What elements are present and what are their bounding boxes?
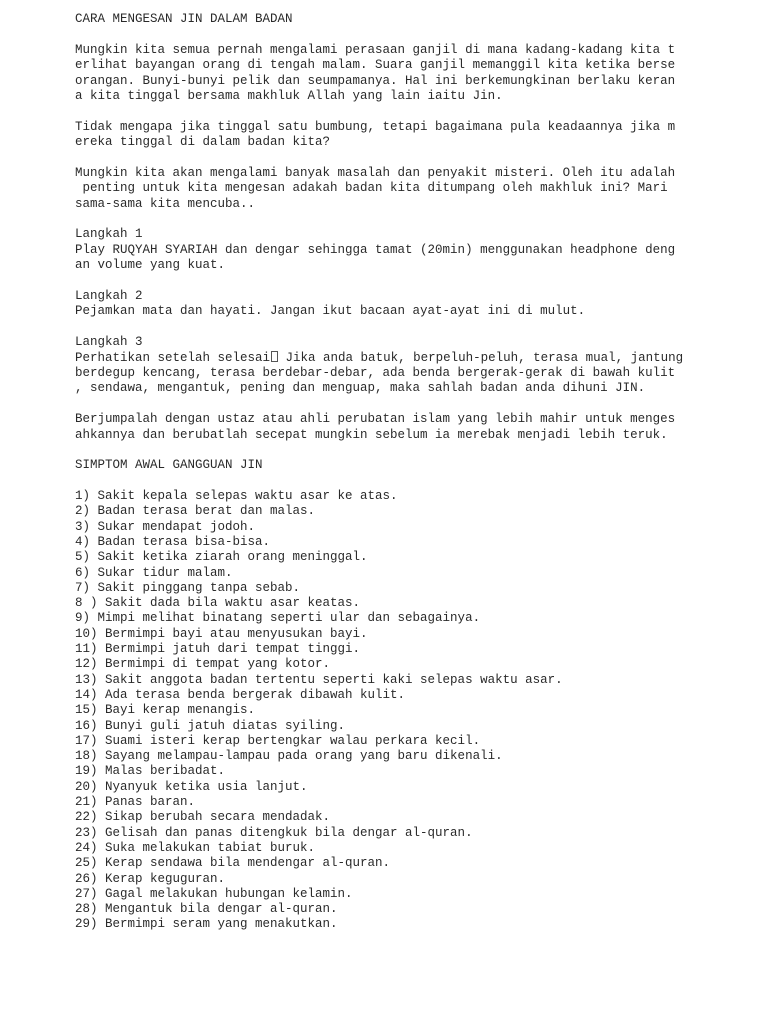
text-line: Berjumpalah dengan ustaz atau ahli perubatan islam yang lebih mahir untuk menges [75,412,676,427]
spacer [75,397,695,412]
text-line: Play RUQYAH SYARIAH dan dengar sehingga tamat (20min) menggunakan headphone deng [75,242,676,257]
text-line: erlihat bayangan orang di tengah malam. Suara ganjil memanggil kita ketika berse [75,58,676,73]
spacer [75,320,695,335]
list-item: 8 ) Sakit dada bila waktu asar keatas. [75,596,361,611]
intro-paragraph-3 [75,166,695,212]
list-item: 20) Nyanyuk ketika usia lanjut. [75,779,308,794]
text-line: penting untuk kita mengesan adakah badan kita ditumpang oleh makhluk ini? Mari [75,181,668,196]
step-heading: Langkah 1 [75,227,143,242]
list-item: 5) Sakit ketika ziarah orang meninggal. [75,550,368,565]
section-heading: SIMPTOM AWAL GANGGUAN JIN [75,458,263,473]
spacer [75,151,695,166]
list-item: 26) Kerap keguguran. [75,871,226,886]
spacer [75,27,695,42]
intro-paragraph-1 [75,43,695,105]
list-item: 12) Bermimpi di tempat yang kotor. [75,657,331,672]
step-1 [75,227,695,273]
list-item: 4) Badan terasa bisa-bisa. [75,535,271,549]
step-3 [75,335,695,397]
text-line: Tidak mengapa jika tinggal satu bumbung, tetapi bagaimana pula keadaannya jika m [75,119,676,134]
list-item: 22) Sikap berubah secara mendadak. [75,810,331,825]
text-line: berdegup kencang, terasa berdebar-debar, ada benda bergerak-gerak di bawah kulit [75,365,676,380]
document-page [75,12,695,933]
list-item: 21) Panas baran. [75,795,196,810]
list-item: 11) Bermimpi jatuh dari tempat tinggi. [75,642,361,657]
text-segment: Perhatikan setelah selesai [75,350,271,365]
text-line: Mungkin kita semua pernah mengalami perasaan ganjil di mana kadang-kadang kita t [75,42,676,57]
list-item: 14) Ada terasa benda bergerak dibawah kulit. [75,687,406,702]
list-item: 7) Sakit pinggang tanpa sebab. [75,580,301,595]
text-line: sama-sama kita mencuba.. [75,196,256,211]
missing-glyph-icon [271,351,278,362]
list-item: 6) Sukar tidur malam. [75,565,233,580]
list-item: 25) Kerap sendawa bila mendengar al-quran. [75,856,391,871]
list-item: 24) Suka melakukan tabiat buruk. [75,840,316,855]
text-line: , sendawa, mengantuk, pening dan menguap, maka sahlah badan anda dihuni JIN. [75,381,646,396]
text-line: Pejamkan mata dan hayati. Jangan ikut bacaan ayat-ayat ini di mulut. [75,304,586,319]
text-line: ahkannya dan berubatlah secepat mungkin sebelum ia merebak menjadi lebih teruk. [75,427,668,442]
list-item: 13) Sakit anggota badan tertentu seperti kaki selepas waktu asar. [75,672,563,687]
list-item: 1) Sakit kepala selepas waktu asar ke atas. [75,489,398,504]
list-item: 29) Bermimpi seram yang menakutkan. [75,917,338,932]
step-2 [75,289,695,320]
spacer [75,104,695,119]
list-item: 16) Bunyi guli jatuh diatas syiling. [75,718,346,733]
text-line: Mungkin kita akan mengalami banyak masalah dan penyakit misteri. Oleh itu adalah [75,165,676,180]
list-item: 9) Mimpi melihat binatang seperti ular dan sebagainya. [75,611,481,626]
text-segment: Jika anda batuk, berpeluh-peluh, terasa mual, jantung [278,350,684,365]
text-line [75,351,695,366]
list-item: 27) Gagal melakukan hubungan kelamin. [75,886,353,901]
step-heading: Langkah 2 [75,289,143,304]
list-item: 19) Malas beribadat. [75,764,226,779]
symptom-list [75,489,695,933]
list-item: 18) Sayang melampau-lampau pada orang yang baru dikenali. [75,749,503,764]
spacer [75,212,695,227]
spacer [75,443,695,458]
advice-paragraph [75,412,695,443]
list-item: 10) Bermimpi bayi atau menyusukan bayi. [75,626,368,641]
document-title: CARA MENGESAN JIN DALAM BADAN [75,12,293,26]
intro-paragraph-2 [75,120,695,151]
spacer [75,274,695,289]
list-item: 23) Gelisah dan panas ditengkuk bila dengar al-quran. [75,825,473,840]
spacer [75,474,695,489]
list-item: 28) Mengantuk bila dengar al-quran. [75,902,338,917]
list-item: 3) Sukar mendapat jodoh. [75,519,256,534]
list-item: 15) Bayi kerap menangis. [75,703,256,718]
step-heading: Langkah 3 [75,335,143,350]
text-line: orangan. Bunyi-bunyi pelik dan seumpamanya. Hal ini berkemungkinan berlaku keran [75,73,676,88]
text-line: an volume yang kuat. [75,258,226,273]
text-line: ereka tinggal di dalam badan kita? [75,135,331,150]
list-item: 2) Badan terasa berat dan malas. [75,504,316,519]
text-line: a kita tinggal bersama makhluk Allah yang lain iaitu Jin. [75,88,503,103]
list-item: 17) Suami isteri kerap bertengkar walau perkara kecil. [75,733,481,748]
